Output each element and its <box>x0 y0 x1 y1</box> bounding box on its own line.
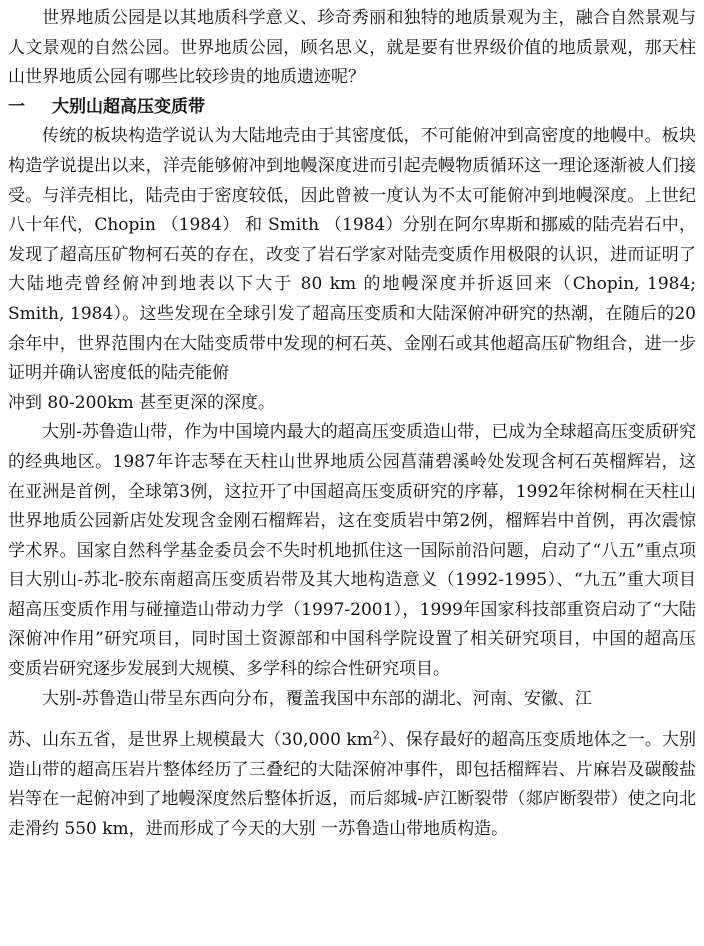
intro-paragraph: 世界地质公园是以其地质科学意义、珍奇秀丽和独特的地质景观为主，融合自然景观与人文景观的自然公园。世界地质公园，顾名思义，就是要有世界级价值的地质景观，那天柱山世界地质公园有哪些比较珍贵的地质遗迹呢？ <box>8 8 696 88</box>
paragraph-plate-tectonics: 传统的板块构造学说认为大陆地壳由于其密度低，不可能俯冲到高密度的地幔中。板块构造学说提出以来，洋壳能够俯冲到地幔深度进而引起壳幔物质循环这一理论逐渐被人们接受。与洋壳相比，陆壳由于密度较低，因此曾被一度认为不太可能俯冲到地幔深度。上世纪八十年代，Chopin （1984） 和 Smith （1984）分别在阿尔卑斯和挪威的陆壳岩石中，发现了超高压矿物柯石英的存在，改变了岩石学家对陆壳变质作用极限的认识，进而证明了大陆地壳曾经俯冲到地表以下大于 80 km 的地幔深度并折返回来（Chopin, 1984; Smith, 1984）。这些发现在全球引发了超高压变质和大陆深俯冲研究的热潮，在随后的20 余年中，世界范围内在大陆变质带中发现的柯石英、金刚石或其他超高压矿物组合，进一步证明并确认密度低的陆壳能俯 <box>8 126 696 384</box>
paragraph-dabie-sulu-research: 大别-苏鲁造山带，作为中国境内最大的超高压变质造山带，已成为全球超高压变质研究的经典地区。1987年许志琴在天柱山世界地质公园菖蒲碧溪岭处发现含柯石英榴辉岩，这在亚洲是首例，全球第3例，这拉开了中国超高压变质研究的序幕，1992年徐树桐在天柱山世界地质公园新店处发现含金刚石榴辉岩，这在变质岩中第2例，榴辉岩中首例，再次震惊学术界。国家自然科学基金委员会不失时机地抓住这一国际前沿问题，启动了“八五”重点项目大别山-苏北-胶东南超高压变质岩带及其大地构造意义（1992-1995）、“九五”重大项目超高压变质作用与碰撞造山带动力学（1997-2001），1999年国家科技部重资启动了“大陆深俯冲作用”研究项目，同时国土资源部和中国科学院设置了相关研究项目，中国的超高压变质岩研究逐步发展到大规模、多学科的综合性研究项目。 <box>8 422 696 680</box>
document-page <box>8 4 696 845</box>
section-number: 一 <box>8 96 25 117</box>
paragraph-distribution-first-line: 大别-苏鲁造山带呈东西向分布，覆盖我国中东部的湖北、河南、安徽、江 <box>42 688 592 709</box>
paragraph-distribution-rest <box>8 726 696 844</box>
area-unit-superscript: 2 <box>372 728 380 742</box>
paragraph-plate-tectonics-tail: 冲到 80-200km 甚至更深的深度。 <box>8 392 276 413</box>
paragraph-gap <box>8 714 696 726</box>
distribution-text-before: 苏、山东五省，是世界上规模最大（30,000 km <box>8 730 373 751</box>
section-heading <box>8 93 696 123</box>
section-title: 大别山超高压变质带 <box>52 96 205 117</box>
distribution-text-after: ）、保存最好的超高压变质地体之一。大别造山带的超高压岩片整体经历了三叠纪的大陆深俯冲事件，即包括榴辉岩、片麻岩及碳酸盐岩等在一起俯冲到了地幔深度然后整体折返，而后郯城-庐江断裂带（郯庐断裂带）使之向北走滑约 550 km，进而形成了今天的大别 一苏鲁造山带地质构造。 <box>8 730 697 840</box>
